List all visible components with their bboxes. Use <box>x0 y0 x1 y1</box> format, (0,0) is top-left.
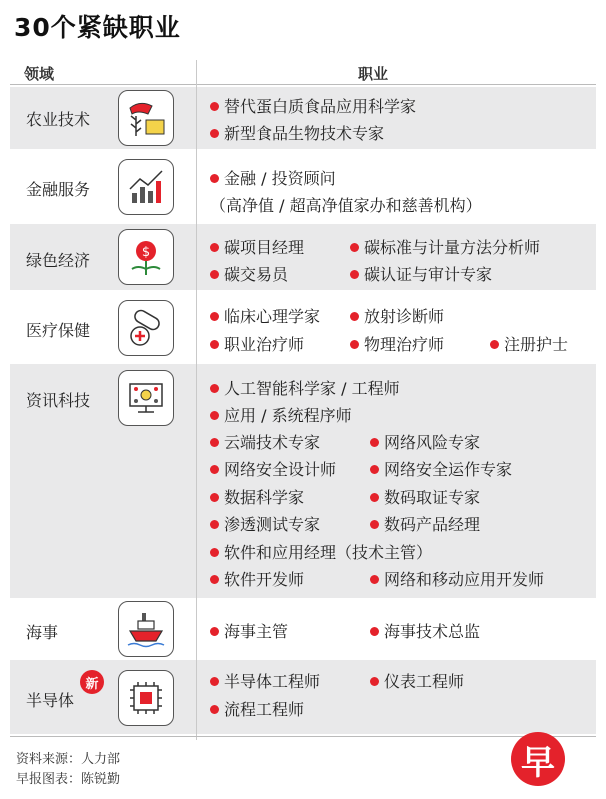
job-item: 数据科学家 <box>210 485 304 508</box>
finance-chart-icon <box>118 159 174 215</box>
job-item-note: （高净值 / 超高净值家办和慈善机构） <box>210 196 482 215</box>
job-item: 物理治疗师 <box>350 332 444 355</box>
job-item: 软件开发师 <box>210 567 304 590</box>
bullet-dot-icon <box>490 340 499 349</box>
job-item: 新型食品生物技术专家 <box>210 121 384 144</box>
job-item: 海事主管 <box>210 619 288 642</box>
bullet-dot-icon <box>370 493 379 502</box>
bullet-dot-icon <box>210 174 219 183</box>
ship-icon <box>118 601 174 657</box>
agritech-food-icon <box>118 90 174 146</box>
job-item: 应用 / 系统程序师 <box>210 403 352 426</box>
field-label-agritech: 农业技术 <box>26 110 91 129</box>
it-computer-icon <box>118 370 174 426</box>
job-item: 数码取证专家 <box>370 485 480 508</box>
bullet-dot-icon <box>210 411 219 420</box>
page-title: 30个紧缺职业 <box>14 13 181 42</box>
job-item: 网络安全运作专家 <box>370 457 512 480</box>
bullet-dot-icon <box>370 520 379 529</box>
column-header-field: 领域 <box>24 65 55 83</box>
field-label-healthcare: 医疗保健 <box>26 321 91 340</box>
job-item: 半导体工程师 <box>210 669 320 692</box>
bullet-dot-icon <box>210 102 219 111</box>
bullet-dot-icon <box>210 270 219 279</box>
job-item: 碳项目经理 <box>210 235 304 258</box>
footer-divider <box>10 736 596 737</box>
header-divider <box>10 84 596 85</box>
bullet-dot-icon <box>210 384 219 393</box>
job-item: 碳标准与计量方法分析师 <box>350 235 540 258</box>
job-item: 替代蛋白质食品应用科学家 <box>210 94 416 117</box>
bullet-dot-icon <box>210 520 219 529</box>
bullet-dot-icon <box>210 340 219 349</box>
job-item: 渗透测试专家 <box>210 512 320 535</box>
source-note: 资料来源：人力部 <box>16 752 121 767</box>
green-economy-icon <box>118 229 174 285</box>
bullet-dot-icon <box>210 627 219 636</box>
bullet-dot-icon <box>210 677 219 686</box>
job-item: 金融 / 投资顾问 <box>210 166 336 189</box>
bullet-dot-icon <box>210 705 219 714</box>
column-header-job: 职业 <box>358 65 389 83</box>
table-row-maritime <box>10 600 596 658</box>
job-item: 放射诊断师 <box>350 304 444 327</box>
bullet-dot-icon <box>210 129 219 138</box>
new-badge: 新 <box>80 670 104 694</box>
bullet-dot-icon <box>370 575 379 584</box>
job-item: 海事技术总监 <box>370 619 480 642</box>
bullet-dot-icon <box>370 438 379 447</box>
job-item: 碳交易员 <box>210 262 288 285</box>
bullet-dot-icon <box>210 438 219 447</box>
bullet-dot-icon <box>370 677 379 686</box>
field-label-semiconductor: 半导体 <box>26 691 75 710</box>
column-divider <box>196 60 197 740</box>
job-item: 软件和应用经理（技术主管） <box>210 540 432 563</box>
job-item: 注册护士 <box>490 332 568 355</box>
job-item: 网络和移动应用开发师 <box>370 567 544 590</box>
job-item: 碳认证与审计专家 <box>350 262 492 285</box>
svg-text:$: $ <box>141 245 151 260</box>
field-label-green-economy: 绿色经济 <box>26 251 91 270</box>
job-item: 云端技术专家 <box>210 430 320 453</box>
bullet-dot-icon <box>210 312 219 321</box>
bullet-dot-icon <box>210 493 219 502</box>
field-label-maritime: 海事 <box>26 623 59 642</box>
bullet-dot-icon <box>210 548 219 557</box>
bullet-dot-icon <box>370 465 379 474</box>
bullet-dot-icon <box>350 340 359 349</box>
bullet-dot-icon <box>370 627 379 636</box>
medical-pill-icon <box>118 300 174 356</box>
job-item: 网络风险专家 <box>370 430 480 453</box>
job-item: 仪表工程师 <box>370 669 464 692</box>
job-item: 网络安全设计师 <box>210 457 336 480</box>
zaobao-logo: 早 <box>511 732 565 786</box>
bullet-dot-icon <box>210 243 219 252</box>
bullet-dot-icon <box>210 575 219 584</box>
job-item: 流程工程师 <box>210 697 304 720</box>
field-label-it: 资讯科技 <box>26 391 91 410</box>
job-item: 临床心理学家 <box>210 304 320 327</box>
job-item: 人工智能科学家 / 工程师 <box>210 376 400 399</box>
job-item: 职业治疗师 <box>210 332 304 355</box>
field-label-finance: 金融服务 <box>26 180 91 199</box>
credit-note: 早报图表：陈锐勤 <box>16 772 121 787</box>
chip-icon <box>118 670 174 726</box>
bullet-dot-icon <box>210 465 219 474</box>
bullet-dot-icon <box>350 312 359 321</box>
bullet-dot-icon <box>350 270 359 279</box>
job-item: 数码产品经理 <box>370 512 480 535</box>
bullet-dot-icon <box>350 243 359 252</box>
